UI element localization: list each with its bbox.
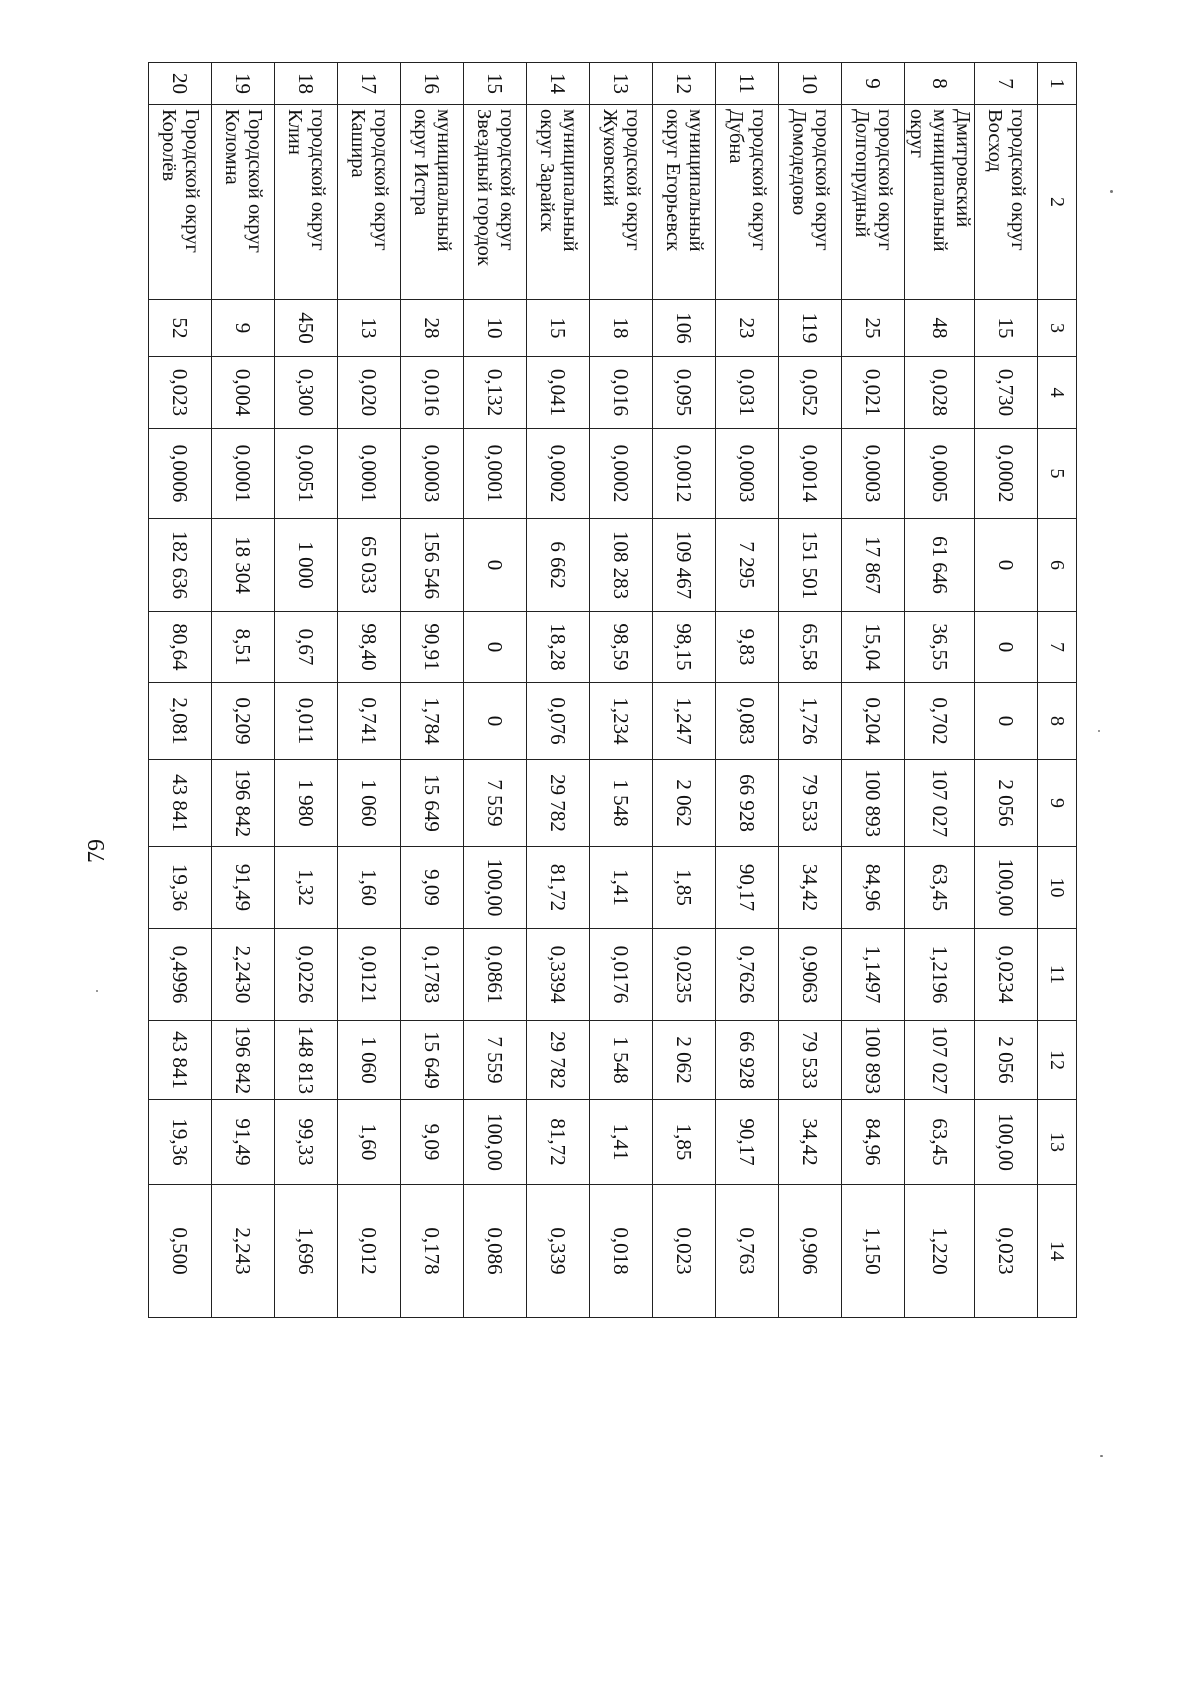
value-cell: 0,028 [905,357,975,429]
value-cell: 0,021 [842,357,905,429]
value-cell: 66 928 [716,1021,779,1100]
value-cell: 1,234 [590,683,653,760]
value-cell: 98,59 [590,612,653,683]
value-cell: 6 662 [527,519,590,612]
value-cell: 7 295 [716,519,779,612]
value-cell: 91,49 [212,847,275,929]
column-header: 3 [1038,300,1077,357]
value-cell: 0,0051 [275,429,338,519]
value-cell: 0,0234 [975,929,1038,1021]
table-row [590,63,653,1318]
value-cell: 2,243 [212,1185,275,1318]
value-cell: 18 304 [212,519,275,612]
value-cell: 1,2196 [905,929,975,1021]
row-number-cell: 10 [779,63,842,105]
rotated-table-container [137,62,1077,1275]
value-cell: 2,2430 [212,929,275,1021]
value-cell: 7 559 [464,760,527,847]
value-cell: 65 033 [338,519,401,612]
value-cell: 0,0226 [275,929,338,1021]
value-cell: 9 [212,300,275,357]
value-cell: 1,41 [590,1100,653,1185]
scan-speck [1098,730,1100,732]
value-cell: 9,83 [716,612,779,683]
municipality-name-cell: городской округ Долгопрудный [842,105,905,300]
value-cell: 0,7626 [716,929,779,1021]
table-row [464,63,527,1318]
municipality-name-cell: муниципальный округ Зарайск [527,105,590,300]
value-cell: 0,0861 [464,929,527,1021]
value-cell: 9,09 [401,847,464,929]
row-number-cell: 7 [975,63,1038,105]
value-cell: 151 501 [779,519,842,612]
value-cell: 107 027 [905,760,975,847]
value-cell: 0,4996 [149,929,212,1021]
value-cell: 1 980 [275,760,338,847]
column-header: 2 [1038,105,1077,300]
value-cell: 0,67 [275,612,338,683]
value-cell: 0,0001 [338,429,401,519]
page-number: 79 [84,839,110,863]
value-cell: 0,763 [716,1185,779,1318]
value-cell: 90,17 [716,1100,779,1185]
value-cell: 25 [842,300,905,357]
value-cell: 182 636 [149,519,212,612]
value-cell: 1,726 [779,683,842,760]
value-cell: 0,076 [527,683,590,760]
value-cell: 36,55 [905,612,975,683]
value-cell: 100,00 [975,1100,1038,1185]
column-header: 11 [1038,929,1077,1021]
value-cell: 0,031 [716,357,779,429]
value-cell: 1,85 [653,1100,716,1185]
value-cell: 1,220 [905,1185,975,1318]
value-cell: 66 928 [716,760,779,847]
municipality-name-cell: городской округ Жуковский [590,105,653,300]
value-cell: 0,004 [212,357,275,429]
column-header: 8 [1038,683,1077,760]
value-cell: 2 056 [975,760,1038,847]
value-cell: 0,0176 [590,929,653,1021]
value-cell: 1 548 [590,1021,653,1100]
table-row [975,63,1038,1318]
value-cell: 15 [975,300,1038,357]
row-number-cell: 15 [464,63,527,105]
value-cell: 0,0121 [338,929,401,1021]
column-header: 9 [1038,760,1077,847]
value-cell: 0 [975,519,1038,612]
value-cell: 7 559 [464,1021,527,1100]
value-cell: 1,85 [653,847,716,929]
municipality-name-cell: Городской округ Королёв [149,105,212,300]
municipality-name-cell: городской округ Клин [275,105,338,300]
value-cell: 100,00 [464,1100,527,1185]
row-number-cell: 14 [527,63,590,105]
value-cell: 17 867 [842,519,905,612]
value-cell: 100,00 [464,847,527,929]
value-cell: 23 [716,300,779,357]
value-cell: 0,041 [527,357,590,429]
value-cell: 15 [527,300,590,357]
column-header: 6 [1038,519,1077,612]
value-cell: 0,300 [275,357,338,429]
value-cell: 34,42 [779,847,842,929]
value-cell: 43 841 [149,1021,212,1100]
value-cell: 15,04 [842,612,905,683]
value-cell: 108 283 [590,519,653,612]
value-cell: 0,500 [149,1185,212,1318]
column-header: 4 [1038,357,1077,429]
value-cell: 0,020 [338,357,401,429]
value-cell: 1,150 [842,1185,905,1318]
value-cell: 1 000 [275,519,338,612]
value-cell: 0,178 [401,1185,464,1318]
header-row [1038,63,1077,1318]
municipality-name-cell: городской округ Звездный городок [464,105,527,300]
value-cell: 0,702 [905,683,975,760]
municipality-name-cell: Дмитровский муниципальный округ [905,105,975,300]
municipality-name-cell: городской округ Кашира [338,105,401,300]
table-row [842,63,905,1318]
value-cell: 0,0003 [842,429,905,519]
column-header: 14 [1038,1185,1077,1318]
row-number-cell: 18 [275,63,338,105]
row-number-cell: 16 [401,63,464,105]
value-cell: 0,9063 [779,929,842,1021]
value-cell: 15 649 [401,1021,464,1100]
column-header: 12 [1038,1021,1077,1100]
value-cell: 0,906 [779,1185,842,1318]
row-number-cell: 9 [842,63,905,105]
value-cell: 0,016 [401,357,464,429]
column-header: 1 [1038,63,1077,105]
value-cell: 0,095 [653,357,716,429]
value-cell: 0,018 [590,1185,653,1318]
value-cell: 119 [779,300,842,357]
value-cell: 90,91 [401,612,464,683]
value-cell: 0,0012 [653,429,716,519]
value-cell: 0,730 [975,357,1038,429]
value-cell: 0,209 [212,683,275,760]
value-cell: 9,09 [401,1100,464,1185]
value-cell: 81,72 [527,847,590,929]
value-cell: 0,012 [338,1185,401,1318]
value-cell: 15 649 [401,760,464,847]
value-cell: 81,72 [527,1100,590,1185]
value-cell: 2 062 [653,1021,716,1100]
value-cell: 0,0002 [975,429,1038,519]
value-cell: 98,15 [653,612,716,683]
row-number-cell: 12 [653,63,716,105]
value-cell: 0,0001 [464,429,527,519]
municipality-name-cell: Городской округ Коломна [212,105,275,300]
table-row [149,63,212,1318]
value-cell: 0 [464,683,527,760]
value-cell: 2,081 [149,683,212,760]
value-cell: 0,3394 [527,929,590,1021]
value-cell: 148 813 [275,1021,338,1100]
value-cell: 10 [464,300,527,357]
scan-speck [1110,190,1113,193]
value-cell: 0,204 [842,683,905,760]
value-cell: 0,086 [464,1185,527,1318]
value-cell: 8,51 [212,612,275,683]
value-cell: 100 893 [842,1021,905,1100]
value-cell: 1,60 [338,847,401,929]
value-cell: 0 [464,519,527,612]
value-cell: 196 842 [212,760,275,847]
row-number-cell: 17 [338,63,401,105]
table-row [653,63,716,1318]
value-cell: 0,0001 [212,429,275,519]
value-cell: 0,0002 [590,429,653,519]
value-cell: 48 [905,300,975,357]
value-cell: 61 646 [905,519,975,612]
value-cell: 0,016 [590,357,653,429]
value-cell: 63,45 [905,847,975,929]
row-number-cell: 13 [590,63,653,105]
value-cell: 107 027 [905,1021,975,1100]
value-cell: 0 [975,683,1038,760]
municipality-name-cell: муниципальный округ Егорьевск [653,105,716,300]
value-cell: 0,023 [149,357,212,429]
value-cell: 19,36 [149,1100,212,1185]
value-cell: 0,741 [338,683,401,760]
table-row [338,63,401,1318]
value-cell: 0 [464,612,527,683]
municipality-name-cell: городской округ Домодедово [779,105,842,300]
value-cell: 0,0005 [905,429,975,519]
column-header: 7 [1038,612,1077,683]
value-cell: 100,00 [975,847,1038,929]
value-cell: 0,023 [653,1185,716,1318]
row-number-cell: 8 [905,63,975,105]
value-cell: 0,1783 [401,929,464,1021]
table-row [905,63,975,1318]
value-cell: 79 533 [779,760,842,847]
value-cell: 0,052 [779,357,842,429]
column-header: 5 [1038,429,1077,519]
value-cell: 0,023 [975,1185,1038,1318]
value-cell: 29 782 [527,1021,590,1100]
value-cell: 0,0006 [149,429,212,519]
row-number-cell: 19 [212,63,275,105]
value-cell: 79 533 [779,1021,842,1100]
value-cell: 0,339 [527,1185,590,1318]
value-cell: 52 [149,300,212,357]
value-cell: 100 893 [842,760,905,847]
value-cell: 0,011 [275,683,338,760]
value-cell: 19,36 [149,847,212,929]
value-cell: 1,247 [653,683,716,760]
value-cell: 0 [975,612,1038,683]
value-cell: 0,0003 [401,429,464,519]
value-cell: 65,58 [779,612,842,683]
table-row [275,63,338,1318]
value-cell: 1,60 [338,1100,401,1185]
value-cell: 1 060 [338,1021,401,1100]
table-row [527,63,590,1318]
row-number-cell: 20 [149,63,212,105]
value-cell: 99,33 [275,1100,338,1185]
value-cell: 1,1497 [842,929,905,1021]
value-cell: 43 841 [149,760,212,847]
value-cell: 0,0014 [779,429,842,519]
value-cell: 1,41 [590,847,653,929]
value-cell: 1 548 [590,760,653,847]
value-cell: 18,28 [527,612,590,683]
value-cell: 109 467 [653,519,716,612]
value-cell: 98,40 [338,612,401,683]
value-cell: 34,42 [779,1100,842,1185]
value-cell: 63,45 [905,1100,975,1185]
table-row [779,63,842,1318]
value-cell: 84,96 [842,847,905,929]
table-row [212,63,275,1318]
value-cell: 13 [338,300,401,357]
value-cell: 0,132 [464,357,527,429]
value-cell: 1 060 [338,760,401,847]
value-cell: 0,0002 [527,429,590,519]
value-cell: 106 [653,300,716,357]
value-cell: 1,32 [275,847,338,929]
table-row [401,63,464,1318]
value-cell: 18 [590,300,653,357]
row-number-cell: 11 [716,63,779,105]
value-cell: 1,696 [275,1185,338,1318]
value-cell: 28 [401,300,464,357]
value-cell: 91,49 [212,1100,275,1185]
data-table [148,62,1077,1318]
value-cell: 0,083 [716,683,779,760]
scan-speck [1100,1455,1103,1457]
value-cell: 1,784 [401,683,464,760]
value-cell: 84,96 [842,1100,905,1185]
value-cell: 156 546 [401,519,464,612]
value-cell: 0,0235 [653,929,716,1021]
column-header: 10 [1038,847,1077,929]
value-cell: 0,0003 [716,429,779,519]
value-cell: 196 842 [212,1021,275,1100]
table-body [149,63,1077,1318]
column-header: 13 [1038,1100,1077,1185]
value-cell: 450 [275,300,338,357]
value-cell: 2 062 [653,760,716,847]
value-cell: 29 782 [527,760,590,847]
municipality-name-cell: городской округ Восход [975,105,1038,300]
value-cell: 90,17 [716,847,779,929]
municipality-name-cell: муниципальный округ Истра [401,105,464,300]
value-cell: 2 056 [975,1021,1038,1100]
table-row [716,63,779,1318]
municipality-name-cell: городской округ Дубна [716,105,779,300]
value-cell: 80,64 [149,612,212,683]
scan-speck [96,990,98,992]
